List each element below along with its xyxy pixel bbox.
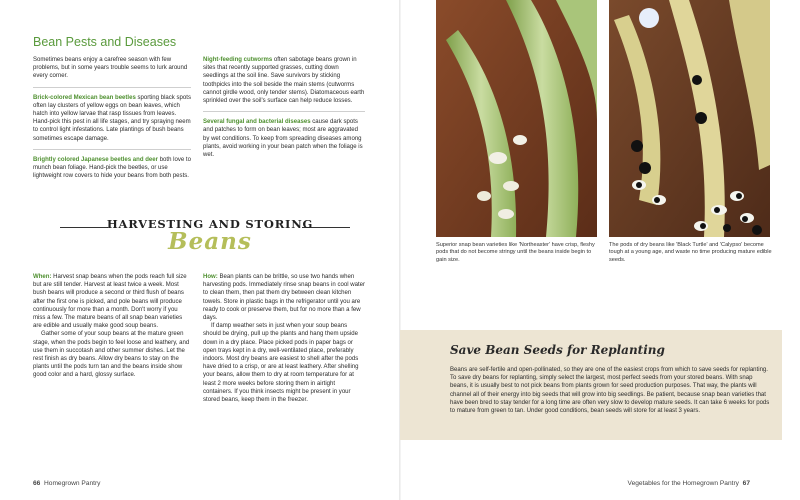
when-column bbox=[33, 273, 191, 380]
pest-name: Brick-colored Mexican bean beetles bbox=[33, 94, 136, 101]
dry-bean-photo bbox=[609, 0, 770, 237]
snap-bean-photo bbox=[436, 0, 597, 237]
pest-text: cause dark spots and patches to form on bean leaves; most are aggravated by wet conditions. To keep from spreading diseases among plants, avoid working in your bean patch when the foliage is wet. bbox=[203, 119, 363, 159]
caption-snap-beans: Superior snap bean varieties like 'Northeaster' have crisp, fleshy pods that do not become stringy until the beans inside begin to gain size. bbox=[436, 242, 595, 263]
pest-text: both love to munch bean foliage. Hand-pick the beetles, or use lightweight row covers to hide your beans from both pests. bbox=[33, 156, 191, 180]
how-lead: How: bbox=[203, 274, 218, 280]
how-column bbox=[203, 273, 365, 404]
dry-bean-image bbox=[609, 0, 770, 237]
pests-column-left bbox=[33, 56, 191, 186]
when-text: Harvest snap beans when the pods reach full size but are still tender. Harvest at least twice a week. Most bush beans will produce a second or third flush of beans after the first one is picked, and pole beans will produce continuously for more than a month. Don't worry if you miss a few. The mature beans of all snap bean varieties are edible and usually make good soup beans. bbox=[33, 274, 187, 330]
pest-name: Several fungal and bacterial diseases bbox=[203, 119, 311, 126]
pest-entry bbox=[203, 118, 365, 159]
pest-name: Night-feeding cutworms bbox=[203, 57, 273, 63]
caption-dry-beans: The pods of dry beans like 'Black Turtle' and 'Calypso' become tough at a young age, and waste no time producing mature edible seeds. bbox=[609, 242, 772, 263]
pest-text: sporting black spots often lay clusters of yellow eggs on bean leaves, which hatch into yellow larvae that rasp tissues from leaves. Hand-pick this pest in all life stages, and try spraying neem to control light infestations. Late plantings of bush beans sometimes escape damage. bbox=[33, 94, 191, 142]
page-number: 67 bbox=[742, 480, 750, 487]
sidebar-title: Save Bean Seeds for Replanting bbox=[450, 343, 665, 357]
pest-entry bbox=[33, 156, 191, 181]
pests-column-right bbox=[203, 56, 365, 165]
divider bbox=[203, 111, 365, 112]
divider bbox=[33, 149, 191, 150]
sidebar-body: Beans are self-fertile and open-pollinated, so they are one of the easiest crops from which to save seeds for replanting. To save dry beans for replanting, simply select the largest, most perfect seeds from your stored beans. With snap beans, it is usually best to not pick beans from plants grown for seed production purposes. That way, the plants will channel all of their energy into big seeds that will grow into big seedlings. Be patient, because snap bean varieties that have been bred to stay tender for a long time are often very slow to develop mature seeds. It can take 6 weeks for pods to mature from green to tan. Under good conditions, bean seeds will store for at least 3 years. bbox=[450, 367, 770, 415]
divider bbox=[33, 87, 191, 88]
harvest-heading bbox=[60, 197, 360, 259]
when-paragraph bbox=[33, 273, 191, 330]
left-folio bbox=[33, 480, 100, 487]
how-text: Bean plants can be brittle, so use two hands when harvesting pods. Immediately rinse snap beans in cool water to clean them, then pat them dry between clean kitchen towels. Store in plastic bags in the refrigerator until you are ready to cook or preserve them, but for no more than a few days. bbox=[203, 274, 366, 322]
snap-bean-image bbox=[436, 0, 597, 237]
harvest-title-text: HARVESTING AND STORING bbox=[106, 217, 314, 231]
intro-paragraph: Sometimes beans enjoy a carefree season with few problems, but in some years trouble seems to lurk around every corner. bbox=[33, 57, 188, 80]
pest-entry bbox=[33, 94, 191, 143]
beans-title: Beans bbox=[168, 228, 252, 255]
pest-text: often sabotage beans grown in sites that recently supported grasses, cutting down seedlings at the soil line. Save survivors by sticking toothpicks into the soil beside the main stems (cutworms cannot girdle wood, only tender stems). Diatomaceous earth sprinkled over the soil's surface can help reduce losses. bbox=[203, 57, 365, 105]
running-head: Homegrown Pantry bbox=[44, 480, 101, 487]
right-folio bbox=[628, 480, 750, 487]
when-lead: When: bbox=[33, 274, 52, 280]
how-paragraph-2: If damp weather sets in just when your soup beans should be drying, pull up the plants and hang them upside down in a dry place. Place picked pods in paper bags or open trays kept in a dry, well-ventilated place, preferably indoors. Most dry beans are easiest to shell after the pods have dried to a crisp, or are at least leathery. After shelling your beans, allow them to dry at room temperature for at least 2 more weeks before storing them in airtight containers. If you think insects might be present in your stored beans, keep them in the freezer. bbox=[203, 323, 359, 404]
running-head: Vegetables for the Homegrown Pantry bbox=[627, 480, 739, 487]
page-number: 66 bbox=[33, 480, 41, 487]
pest-name: Brightly colored Japanese beetles and deer bbox=[33, 156, 159, 163]
section-title: Bean Pests and Diseases bbox=[33, 35, 177, 49]
pest-entry bbox=[203, 56, 365, 105]
how-paragraph bbox=[203, 273, 365, 322]
when-paragraph-2: Gather some of your soup beans at the mature green stage, when the pods begin to feel loose and leathery, and use them in succotash and other summer dishes. Let the rest finish as dry beans. Allow dry beans to stay on the plants until the pods turn tan and the beans inside show good color and a hard, glossy surface. bbox=[33, 331, 190, 379]
